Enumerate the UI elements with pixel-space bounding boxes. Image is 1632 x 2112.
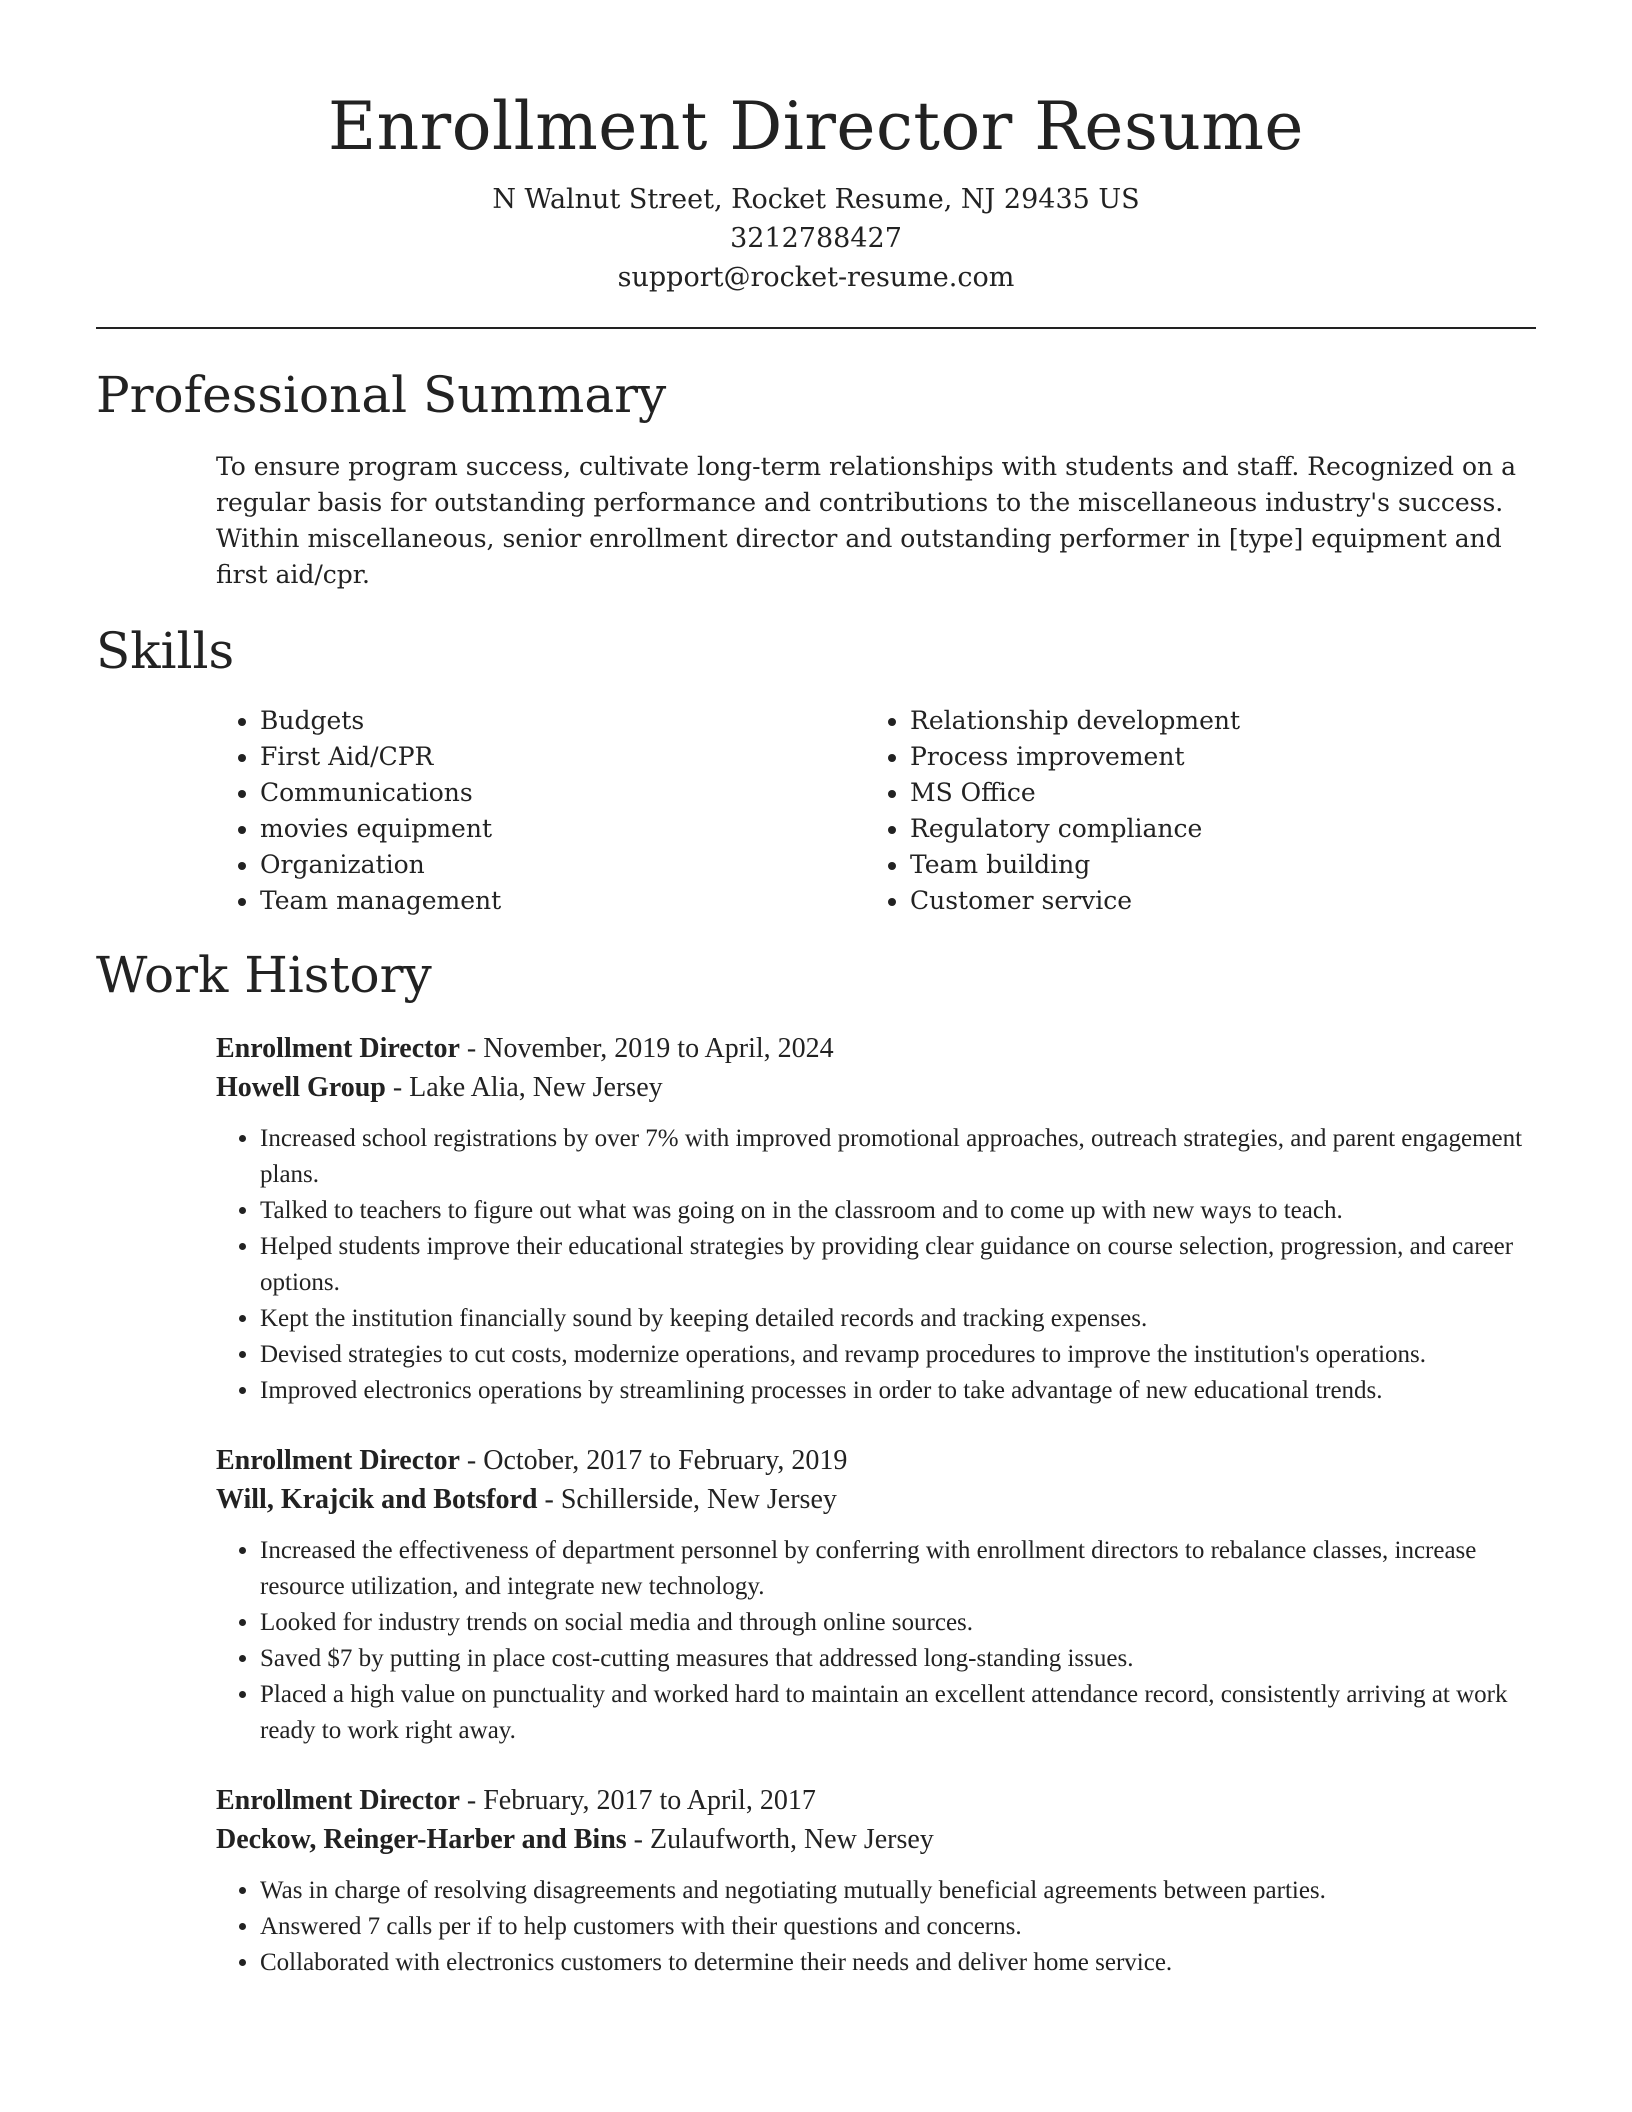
skills-list xyxy=(216,703,1536,919)
skill-item: • First Aid/CPR xyxy=(260,739,866,775)
job-dates: - November, 2019 to April, 2024 xyxy=(459,1033,834,1064)
job-title-line xyxy=(216,1781,1536,1820)
job-bullet: • Talked to teachers to figure out what was going on in the classroom and to come up with new ways to teach. xyxy=(260,1193,1536,1229)
job-title-line xyxy=(216,1441,1536,1480)
job-bullet: • Increased the effectiveness of department personnel by conferring with enrollment directors to rebalance classes, increase resource utilization, and integrate new technology. xyxy=(260,1533,1536,1605)
job-dates: - October, 2017 to February, 2019 xyxy=(459,1445,848,1476)
job-bullet: • Devised strategies to cut costs, modernize operations, and revamp procedures to improve the institution's operations. xyxy=(260,1337,1536,1373)
skill-item: • MS Office xyxy=(910,775,1516,811)
job-company: Will, Krajcik and Botsford xyxy=(216,1484,538,1515)
job-bullet: • Collaborated with electronics customers to determine their needs and deliver home service. xyxy=(260,1945,1536,1981)
skill-item: • Process improvement xyxy=(910,739,1516,775)
job-bullet: • Increased school registrations by over 7% with improved promotional approaches, outreach strategies, and parent engagement plans. xyxy=(260,1121,1536,1193)
skill-item: • Organization xyxy=(260,847,866,883)
job-bullet: • Answered 7 calls per if to help customers with their questions and concerns. xyxy=(260,1909,1536,1945)
skill-item: • Relationship development xyxy=(910,703,1516,739)
job-role: Enrollment Director xyxy=(216,1033,460,1064)
job-bullets xyxy=(216,1533,1536,1749)
header-divider xyxy=(96,327,1536,329)
job-location: - Schillerside, New Jersey xyxy=(537,1484,837,1515)
contact-phone: 3212788427 xyxy=(730,223,902,254)
contact-address: N Walnut Street, Rocket Resume, NJ 29435 US xyxy=(492,184,1140,215)
skill-item: • Budgets xyxy=(260,703,866,739)
job-location: - Lake Alia, New Jersey xyxy=(385,1072,663,1103)
job-entry xyxy=(216,1781,1536,1981)
job-bullet: • Saved $7 by putting in place cost-cutting measures that addressed long-standing issues. xyxy=(260,1641,1536,1677)
contact-block xyxy=(96,180,1536,297)
job-company-line xyxy=(216,1480,1536,1519)
skills-column-left xyxy=(216,703,866,919)
job-dates: - February, 2017 to April, 2017 xyxy=(459,1785,816,1816)
job-title-line xyxy=(216,1029,1536,1068)
job-company-line xyxy=(216,1068,1536,1107)
job-bullet: • Placed a high value on punctuality and worked hard to maintain an excellent attendance record, consistently arriving at work ready to work right away. xyxy=(260,1677,1536,1749)
job-bullet: • Helped students improve their educational strategies by providing clear guidance on course selection, progression, and career options. xyxy=(260,1229,1536,1301)
skill-item: • Team management xyxy=(260,883,866,919)
job-entry xyxy=(216,1441,1536,1749)
summary-heading: Professional Summary xyxy=(96,366,667,424)
job-bullets xyxy=(216,1873,1536,1981)
job-role: Enrollment Director xyxy=(216,1785,460,1816)
skills-column-right xyxy=(866,703,1516,919)
job-bullet: • Improved electronics operations by streamlining processes in order to take advantage of new educational trends. xyxy=(260,1373,1536,1409)
work-history-heading: Work History xyxy=(96,946,432,1004)
job-bullets xyxy=(216,1121,1536,1409)
job-bullet: • Looked for industry trends on social media and through online sources. xyxy=(260,1605,1536,1641)
job-role: Enrollment Director xyxy=(216,1445,460,1476)
skill-item: • Communications xyxy=(260,775,866,811)
skill-item: • Customer service xyxy=(910,883,1516,919)
resume-title: Enrollment Director Resume xyxy=(328,88,1304,165)
job-bullet: • Kept the institution financially sound by keeping detailed records and tracking expenses. xyxy=(260,1301,1536,1337)
summary-text: To ensure program success, cultivate long-term relationships with students and staff. Recognized on a regular basis for outstanding performance and contributions to the miscellaneous industry's success. Within miscellaneous, senior enrollment director and outstanding performer in [type] equipment and first aid/cpr. xyxy=(216,452,1516,589)
skill-item: • Regulatory compliance xyxy=(910,811,1516,847)
job-company: Deckow, Reinger-Harber and Bins xyxy=(216,1824,627,1855)
skill-item: • movies equipment xyxy=(260,811,866,847)
skill-item: • Team building xyxy=(910,847,1516,883)
job-entry xyxy=(216,1029,1536,1409)
job-bullet: • Was in charge of resolving disagreements and negotiating mutually beneficial agreements between parties. xyxy=(260,1873,1536,1909)
resume-page xyxy=(96,0,1536,1981)
skills-heading: Skills xyxy=(96,622,235,680)
job-company-line xyxy=(216,1820,1536,1859)
job-company: Howell Group xyxy=(216,1072,386,1103)
job-location: - Zulaufworth, New Jersey xyxy=(626,1824,934,1855)
contact-email: support@rocket-resume.com xyxy=(617,262,1015,293)
